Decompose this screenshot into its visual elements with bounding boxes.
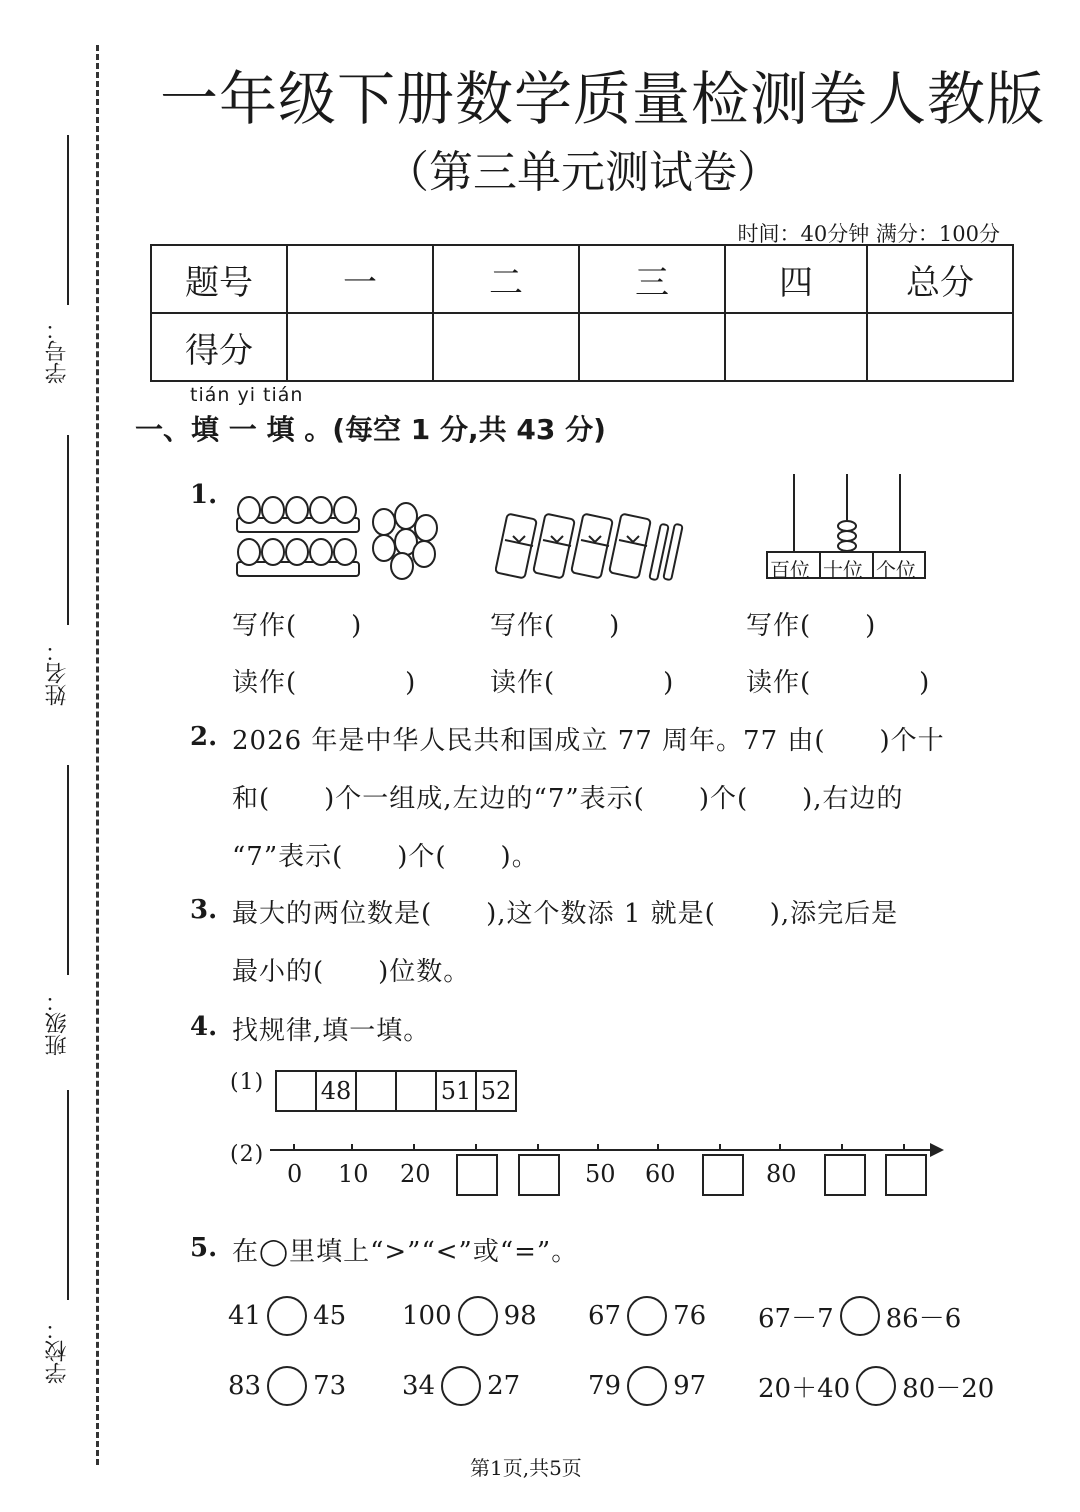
compare-item <box>588 1366 706 1406</box>
q4-sequence-boxes <box>275 1070 517 1112</box>
score-header-cell: 二 <box>433 245 579 313</box>
compare-left: 20＋40 <box>758 1373 851 1404</box>
compare-circle[interactable] <box>627 1296 667 1336</box>
section-heading: 一、填 一 填 。(每空 1 分,共 43 分) <box>135 413 606 446</box>
page-footer: 第1页,共5页 <box>470 1456 582 1480</box>
q1-write-2[interactable]: 写作( ) <box>490 611 621 641</box>
compare-left: 67－7 <box>758 1303 834 1334</box>
binding-dashed-line <box>96 45 99 1465</box>
numberline-label: 60 <box>645 1160 676 1188</box>
numberline-answer-box[interactable] <box>885 1154 927 1196</box>
compare-circle[interactable] <box>627 1366 667 1406</box>
q4-part1-label: (1) <box>230 1070 265 1095</box>
compare-left: 79 <box>588 1371 622 1401</box>
score-table <box>150 244 1014 382</box>
numberline-answer-box[interactable] <box>518 1154 560 1196</box>
numberline-label: 10 <box>338 1160 369 1188</box>
q4-part2-label: (2) <box>230 1142 265 1167</box>
numberline-answer-box[interactable] <box>456 1154 498 1196</box>
q5-text: 在◯里填上“>”“<”或“=”。 <box>232 1237 579 1267</box>
name-line <box>67 435 69 625</box>
time-info: 时间：40分钟 满分：100分 <box>737 222 1000 246</box>
compare-left: 67 <box>588 1301 622 1331</box>
score-input-cell[interactable] <box>579 313 725 381</box>
q1-write-3[interactable]: 写作( ) <box>746 611 877 641</box>
q2-line-1: 2026 年是中华人民共和国成立 77 周年。77 由( )个十 <box>232 726 945 756</box>
q3-line-1: 最大的两位数是( ),这个数添 1 就是( ),添完后是 <box>232 899 899 929</box>
school-label: 学校： <box>45 1318 70 1384</box>
score-header-cell: 总分 <box>867 245 1013 313</box>
score-input-cell[interactable] <box>287 313 433 381</box>
compare-right: 76 <box>673 1301 707 1331</box>
compare-circle[interactable] <box>441 1366 481 1406</box>
score-row-label: 得分 <box>151 313 287 381</box>
name-label: 姓名： <box>45 640 70 706</box>
sticks-illustration <box>495 510 695 584</box>
q1-read-1[interactable]: 读作( ) <box>232 668 417 698</box>
compare-item <box>758 1296 961 1336</box>
school-line <box>67 1090 69 1300</box>
compare-right: 27 <box>487 1371 521 1401</box>
numberline-label: 80 <box>766 1160 797 1188</box>
student-no-label: 学号： <box>45 318 70 384</box>
compare-right: 80－20 <box>902 1373 995 1404</box>
compare-right: 98 <box>503 1301 537 1331</box>
q1-number: 1. <box>190 480 218 510</box>
numberline-label: 20 <box>400 1160 431 1188</box>
score-header-cell: 一 <box>287 245 433 313</box>
numberline-label: 0 <box>287 1160 303 1188</box>
compare-right: 97 <box>673 1371 707 1401</box>
compare-right: 86－6 <box>885 1303 962 1334</box>
compare-item <box>402 1296 537 1336</box>
q1-write-1[interactable]: 写作( ) <box>232 611 363 641</box>
q5-number: 5. <box>190 1233 218 1263</box>
score-header-cell: 题号 <box>151 245 287 313</box>
score-input-cell[interactable] <box>867 313 1013 381</box>
compare-right: 45 <box>313 1301 347 1331</box>
page-title: 一年级下册数学质量检测卷人教版 <box>160 65 1046 133</box>
compare-item <box>228 1296 346 1336</box>
compare-circle[interactable] <box>267 1366 307 1406</box>
q4-text: 找规律,填一填。 <box>232 1016 431 1046</box>
abacus-label-ones: 个位 <box>876 558 916 582</box>
compare-circle[interactable] <box>856 1366 896 1406</box>
compare-item <box>402 1366 520 1406</box>
sequence-box: 51 <box>437 1072 477 1110</box>
sequence-box[interactable] <box>357 1072 397 1110</box>
q3-line-2: 最小的( )位数。 <box>232 957 471 987</box>
score-input-cell[interactable] <box>433 313 579 381</box>
numberline-label: 50 <box>585 1160 616 1188</box>
abacus-label-hundreds: 百位 <box>770 558 810 582</box>
student-no-line <box>67 135 69 305</box>
numberline-answer-box[interactable] <box>824 1154 866 1196</box>
score-header-cell: 四 <box>725 245 867 313</box>
sequence-box: 48 <box>317 1072 357 1110</box>
q2-line-3: “7”表示( )个( )。 <box>232 842 539 872</box>
compare-item <box>588 1296 706 1336</box>
abacus-label-tens: 十位 <box>823 558 863 582</box>
compare-circle[interactable] <box>267 1296 307 1336</box>
compare-item <box>758 1366 994 1406</box>
class-line <box>67 765 69 975</box>
sequence-box: 52 <box>480 1077 512 1105</box>
score-input-cell[interactable] <box>725 313 867 381</box>
sequence-box[interactable] <box>397 1072 437 1110</box>
compare-left: 100 <box>402 1301 452 1331</box>
q3-number: 3. <box>190 895 218 925</box>
page-subtitle: （第三单元测试卷） <box>385 147 781 198</box>
sequence-box[interactable] <box>277 1072 317 1110</box>
compare-circle[interactable] <box>840 1296 880 1336</box>
q2-line-2: 和( )个一组成,左边的“7”表示( )个( ),右边的 <box>232 784 904 814</box>
q1-read-2[interactable]: 读作( ) <box>490 668 675 698</box>
compare-right: 73 <box>313 1371 347 1401</box>
q2-number: 2. <box>190 722 218 752</box>
class-label: 班级： <box>45 990 70 1056</box>
compare-left: 83 <box>228 1371 262 1401</box>
compare-circle[interactable] <box>458 1296 498 1336</box>
score-header-cell: 三 <box>579 245 725 313</box>
compare-item <box>228 1366 346 1406</box>
compare-left: 41 <box>228 1301 262 1331</box>
section-pinyin: tián yi tián <box>190 384 304 406</box>
q1-read-3[interactable]: 读作( ) <box>746 668 931 698</box>
eggs-illustration <box>232 490 442 582</box>
q4-number: 4. <box>190 1012 218 1042</box>
compare-left: 34 <box>402 1371 436 1401</box>
numberline-answer-box[interactable] <box>702 1154 744 1196</box>
